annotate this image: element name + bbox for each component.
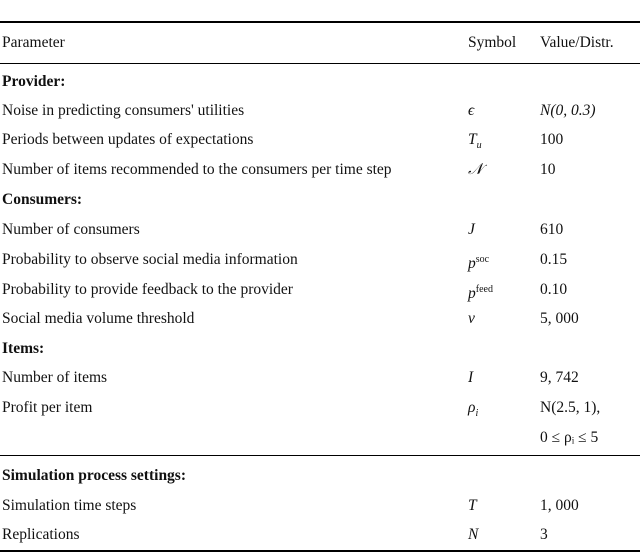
param: Simulation time steps — [2, 497, 137, 514]
section-title: Consumers: — [2, 191, 83, 208]
symbol: I — [468, 369, 474, 386]
header-rule — [0, 63, 640, 64]
symbol: N — [468, 526, 479, 543]
symbol: ϵ — [468, 102, 475, 119]
symbol — [468, 281, 493, 303]
value: 1, 000 — [540, 497, 579, 514]
param: Probability to provide feedback to the provider — [2, 281, 293, 298]
symbol: 𝒩 — [468, 161, 483, 178]
param: Noise in predicting consumers' utilities — [2, 102, 245, 119]
symbol — [468, 399, 478, 423]
symbol-base: T — [468, 131, 477, 148]
param: Social media volume threshold — [2, 310, 195, 327]
symbol: J — [468, 221, 475, 238]
value: 9, 742 — [540, 369, 579, 386]
symbol-sup: feed — [475, 284, 493, 295]
section-rule — [0, 455, 640, 456]
value: 0.10 — [540, 281, 568, 298]
value: N(0, 0.3) — [540, 102, 596, 119]
symbol-base: p — [468, 255, 476, 273]
symbol: ν — [468, 310, 475, 327]
header-parameter: Parameter — [2, 34, 65, 51]
header-symbol: Symbol — [468, 34, 517, 51]
param: Number of consumers — [2, 221, 140, 238]
param: Replications — [2, 526, 80, 543]
value: 0.15 — [540, 251, 568, 268]
param: Periods between updates of expectations — [2, 131, 254, 148]
header-value: Value/Distr. — [540, 34, 614, 51]
bottom-rule — [0, 550, 640, 552]
section-title: Provider: — [2, 73, 66, 90]
symbol-sup: soc — [475, 254, 490, 265]
symbol: T — [468, 497, 477, 514]
value: 5, 000 — [540, 310, 579, 327]
symbol-sub: u — [476, 140, 482, 152]
param: Number of items — [2, 369, 108, 386]
section-title: Simulation process settings: — [2, 467, 187, 484]
param: Probability to observe social media information — [2, 251, 298, 268]
symbol — [468, 131, 482, 155]
value: N(2.5, 1), — [540, 399, 601, 416]
value: 10 — [540, 161, 556, 178]
top-rule — [0, 21, 640, 23]
symbol-base: ρ — [468, 399, 476, 416]
value: 610 — [540, 221, 564, 238]
param: Profit per item — [2, 399, 93, 416]
value: 100 — [540, 131, 564, 148]
value: 3 — [540, 526, 548, 543]
section-title: Items: — [2, 340, 45, 357]
symbol-base: p — [468, 285, 476, 303]
param: Number of items recommended to the consumers per time step — [2, 161, 392, 178]
value-constraint: 0 ≤ ρᵢ ≤ 5 — [540, 429, 599, 446]
symbol — [468, 251, 489, 273]
symbol-sub: i — [475, 408, 479, 420]
